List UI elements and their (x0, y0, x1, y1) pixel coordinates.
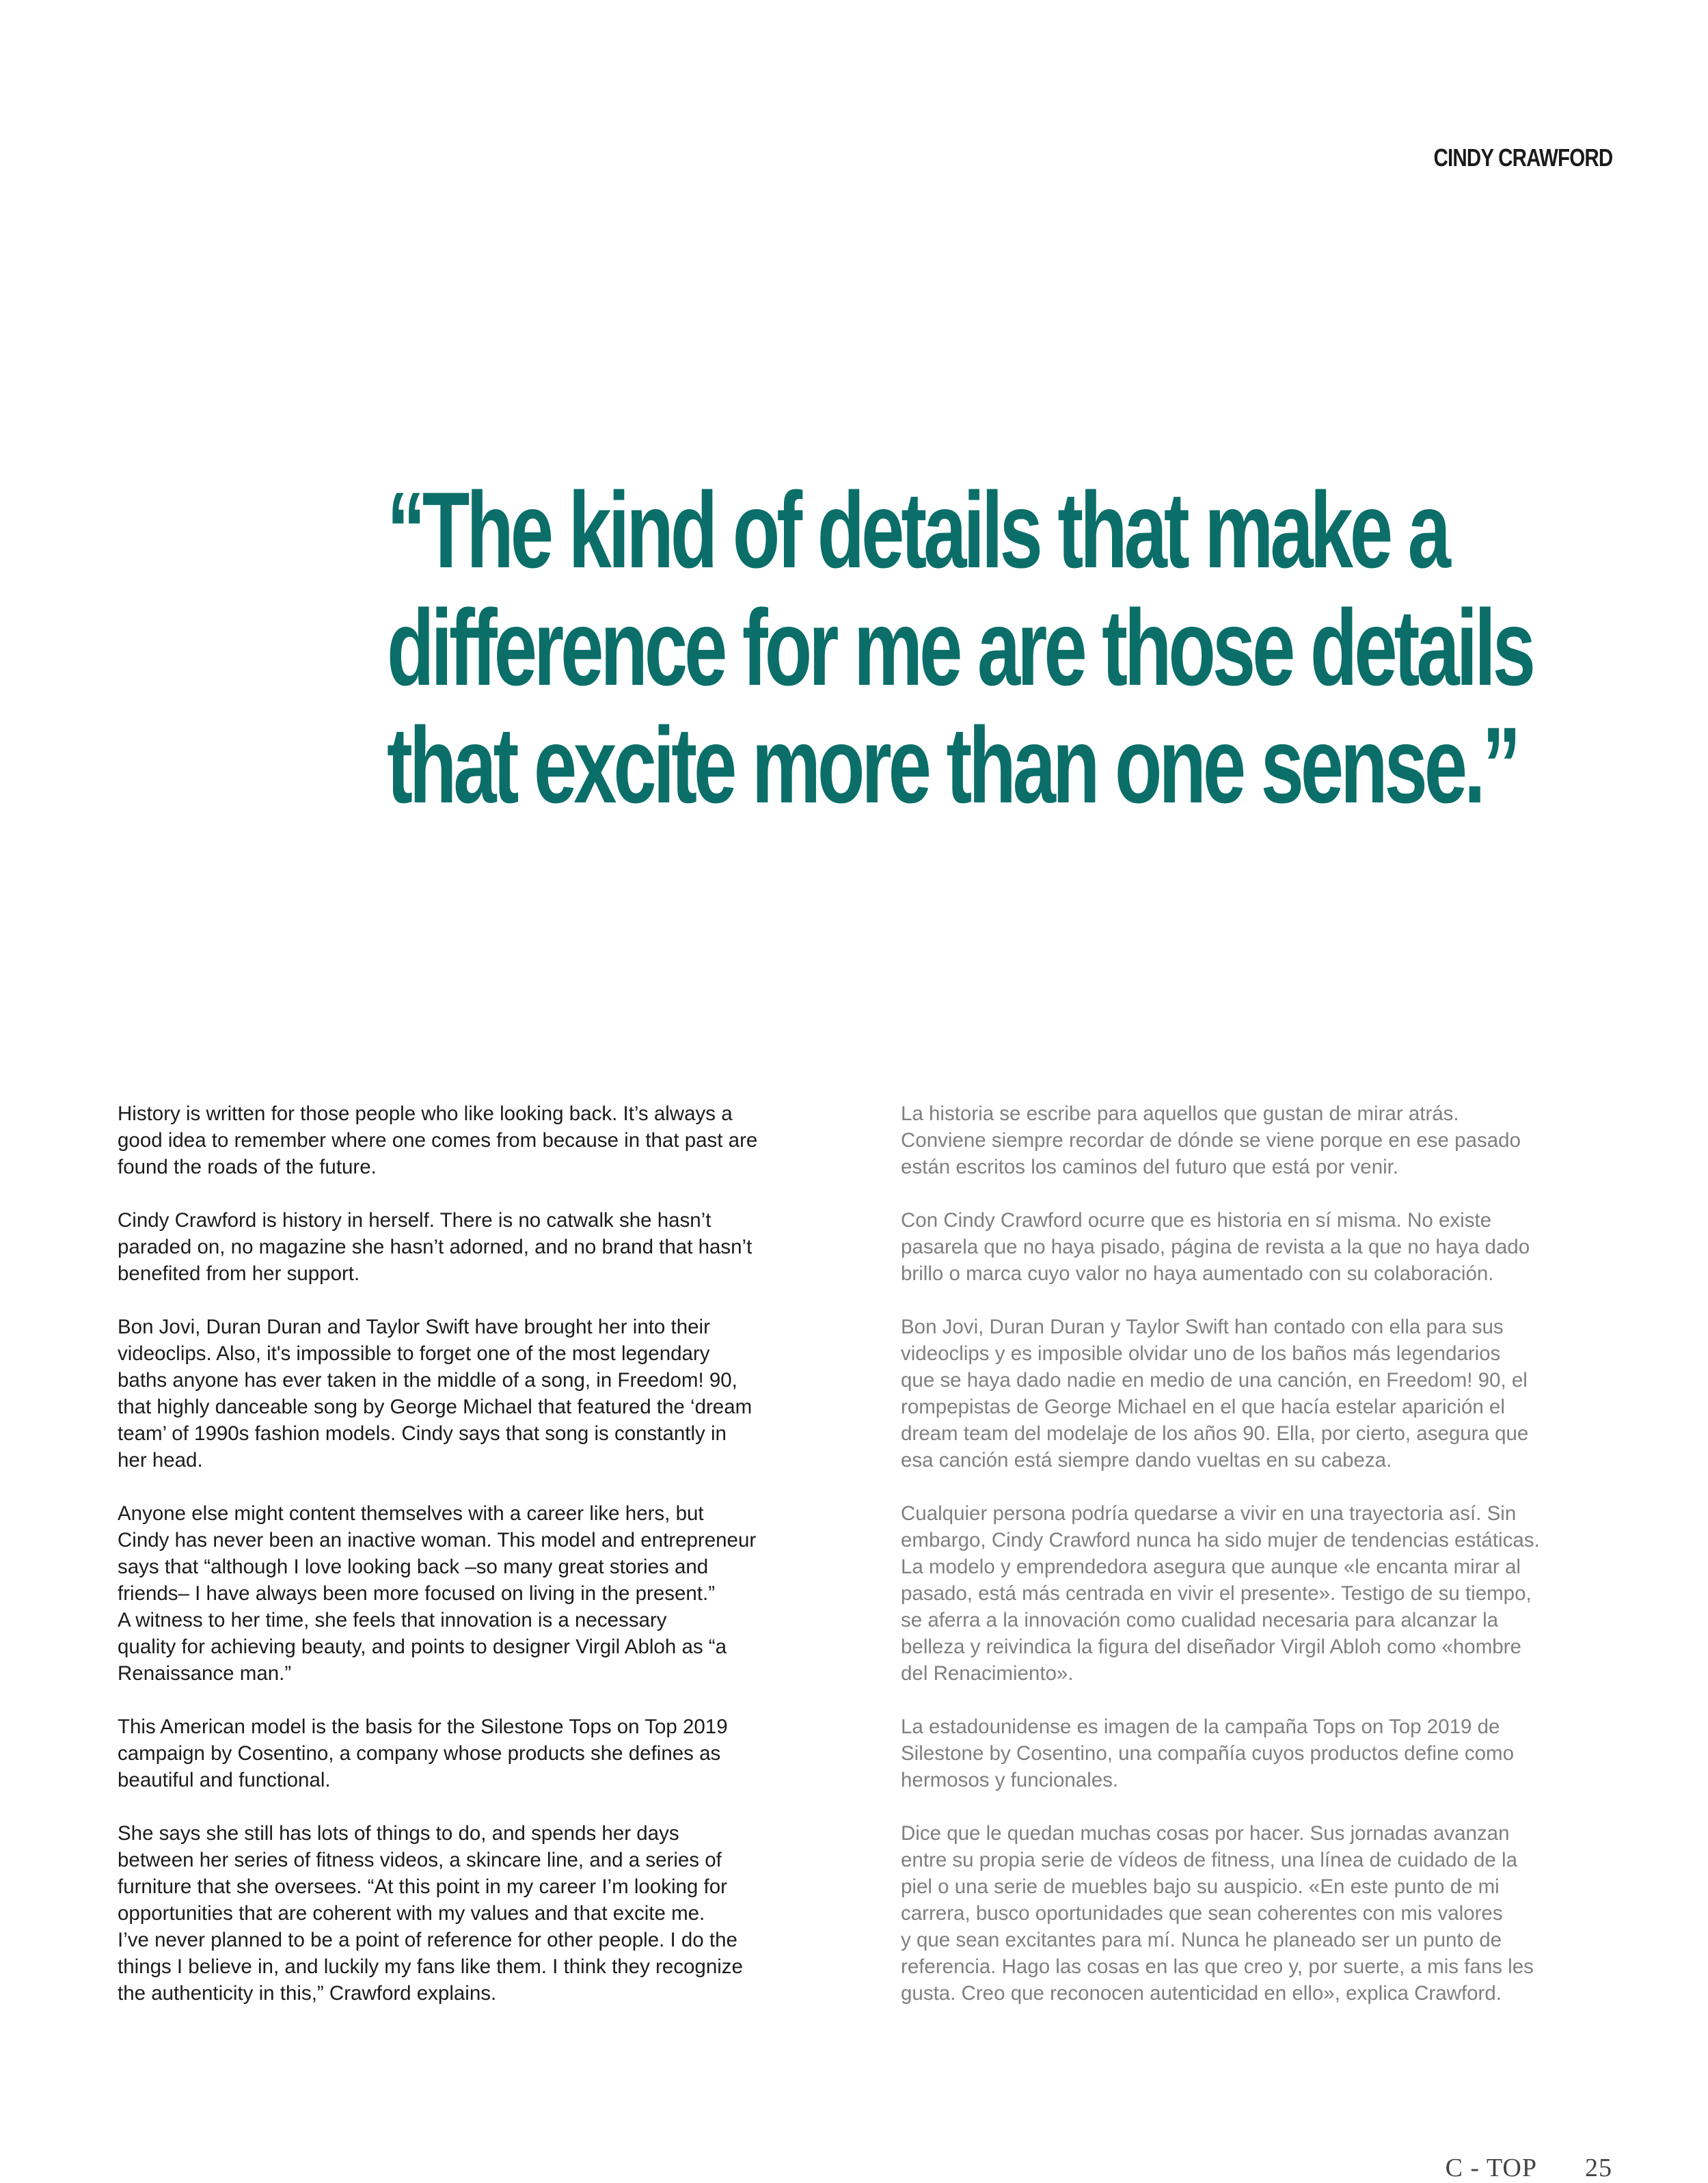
body-paragraph: Bon Jovi, Duran Duran and Taylor Swift have brought her into their videoclips. Also, it's impossible to forget one of the most legendary baths anyone has ever taken in the middle of a song, in Freedom! 90, that highly danceable song by George Michael that featured the ‘dream team’ of 1990s fashion models. Cindy says that song is constantly in her head. (118, 1316, 753, 1472)
body-paragraph: Anyone else might content themselves with a career like hers, but Cindy has never been an inactive woman. This model and entrepreneur says that “although I love looking back –so many great stories and friends– I have always been more focused on living in the present.” A witness to her time, she feels that innovation is a necessary quality for achieving beauty, and points to designer Virgil Abloh as “a Renaissance man.” (118, 1502, 757, 1685)
body-paragraph: Dice que le quedan muchas cosas por hacer. Sus jornadas avanzan entre su propia serie de vídeos de fitness, una línea de cuidado de la piel o una serie de muebles bajo su auspicio. «En este punto de mi carrera, busco oportunidades que sean coherentes con mis valores y que sean excitantes para mí. Nunca he planeado ser un punto de referencia. Hago las cosas en las que creo y, por suerte, a mis fans les gusta. Creo que reconocen autenticidad en ello», explica Crawford. (901, 1822, 1534, 2005)
body-paragraph: This American model is the basis for the Silestone Tops on Top 2019 campaign by Cosentino, a company whose products she defines as beautiful and functional. (118, 1716, 728, 1791)
spanish-column (901, 1100, 1612, 2033)
page-number: 25 (1585, 2154, 1612, 2182)
body-paragraph: Cindy Crawford is history in herself. There is no catwalk she hasn’t paraded on, no magazine she hasn’t adorned, and no brand that hasn’t benefited from her support. (118, 1209, 753, 1285)
body-paragraph: La historia se escribe para aquellos que gustan de mirar atrás. Conviene siempre recordar de dónde se viene porque en ese pasado están escritos los caminos del futuro que está por venir. (901, 1102, 1521, 1178)
pull-quote-line: that excite more than one sense.” (387, 705, 1518, 826)
body-paragraph: La estadounidense es imagen de la campaña Tops on Top 2019 de Silestone by Cosentino, una compañía cuyos productos define como hermosos y funcionales. (901, 1716, 1515, 1791)
pull-quote (205, 470, 1532, 826)
pull-quote-line: difference for me are those details (387, 588, 1532, 708)
page-footer (1446, 2153, 1612, 2183)
pull-quote-line: “The kind of details that make a (387, 470, 1448, 591)
body-paragraph: Bon Jovi, Duran Duran y Taylor Swift han contado con ella para sus videoclips y es imposible olvidar uno de los baños más legendarios que se haya dado nadie en medio de una canción, en Freedom! 90, el rompepistas de George Michael en el que hacía estelar aparición el dream team del modelaje de los años 90. Ella, por cierto, asegura que esa canción está siempre dando vueltas en su cabeza. (901, 1316, 1529, 1472)
magazine-name: C - TOP (1445, 2154, 1537, 2182)
body-paragraph: Cualquier persona podría quedarse a vivir en una trayectoria así. Sin embargo, Cindy Crawford nunca ha sido mujer de tendencias estáticas. La modelo y emprendedora asegura que aunque «le encanta mirar al pasado, está más centrada en vivir el presente». Testigo de su tiempo, se aferra a la innovación como cualidad necesaria para alcanzar la belleza y reivindica la figura del diseñador Virgil Abloh como «hombre del Renacimiento». (901, 1502, 1540, 1685)
running-header: CINDY CRAWFORD (1433, 144, 1612, 172)
body-paragraph: History is written for those people who like looking back. It’s always a good idea to remember where one comes from because in that past are found the roads of the future. (118, 1102, 758, 1178)
body-paragraph: She says she still has lots of things to do, and spends her days between her series of fitness videos, a skincare line, and a series of furniture that she oversees. “At this point in my career I’m looking for opportunities that are coherent with my values and that excite me. I’ve never planned to be a point of reference for other people. I do the things I believe in, and luckily my fans like them. I think they recognize the authenticity in this,” Crawford explains. (118, 1822, 743, 2005)
english-column (118, 1100, 828, 2033)
body-paragraph: Con Cindy Crawford ocurre que es historia en sí misma. No existe pasarela que no haya pisado, página de revista a la que no haya dado brillo o marca cuyo valor no haya aumentado con su colaboración. (901, 1209, 1530, 1285)
